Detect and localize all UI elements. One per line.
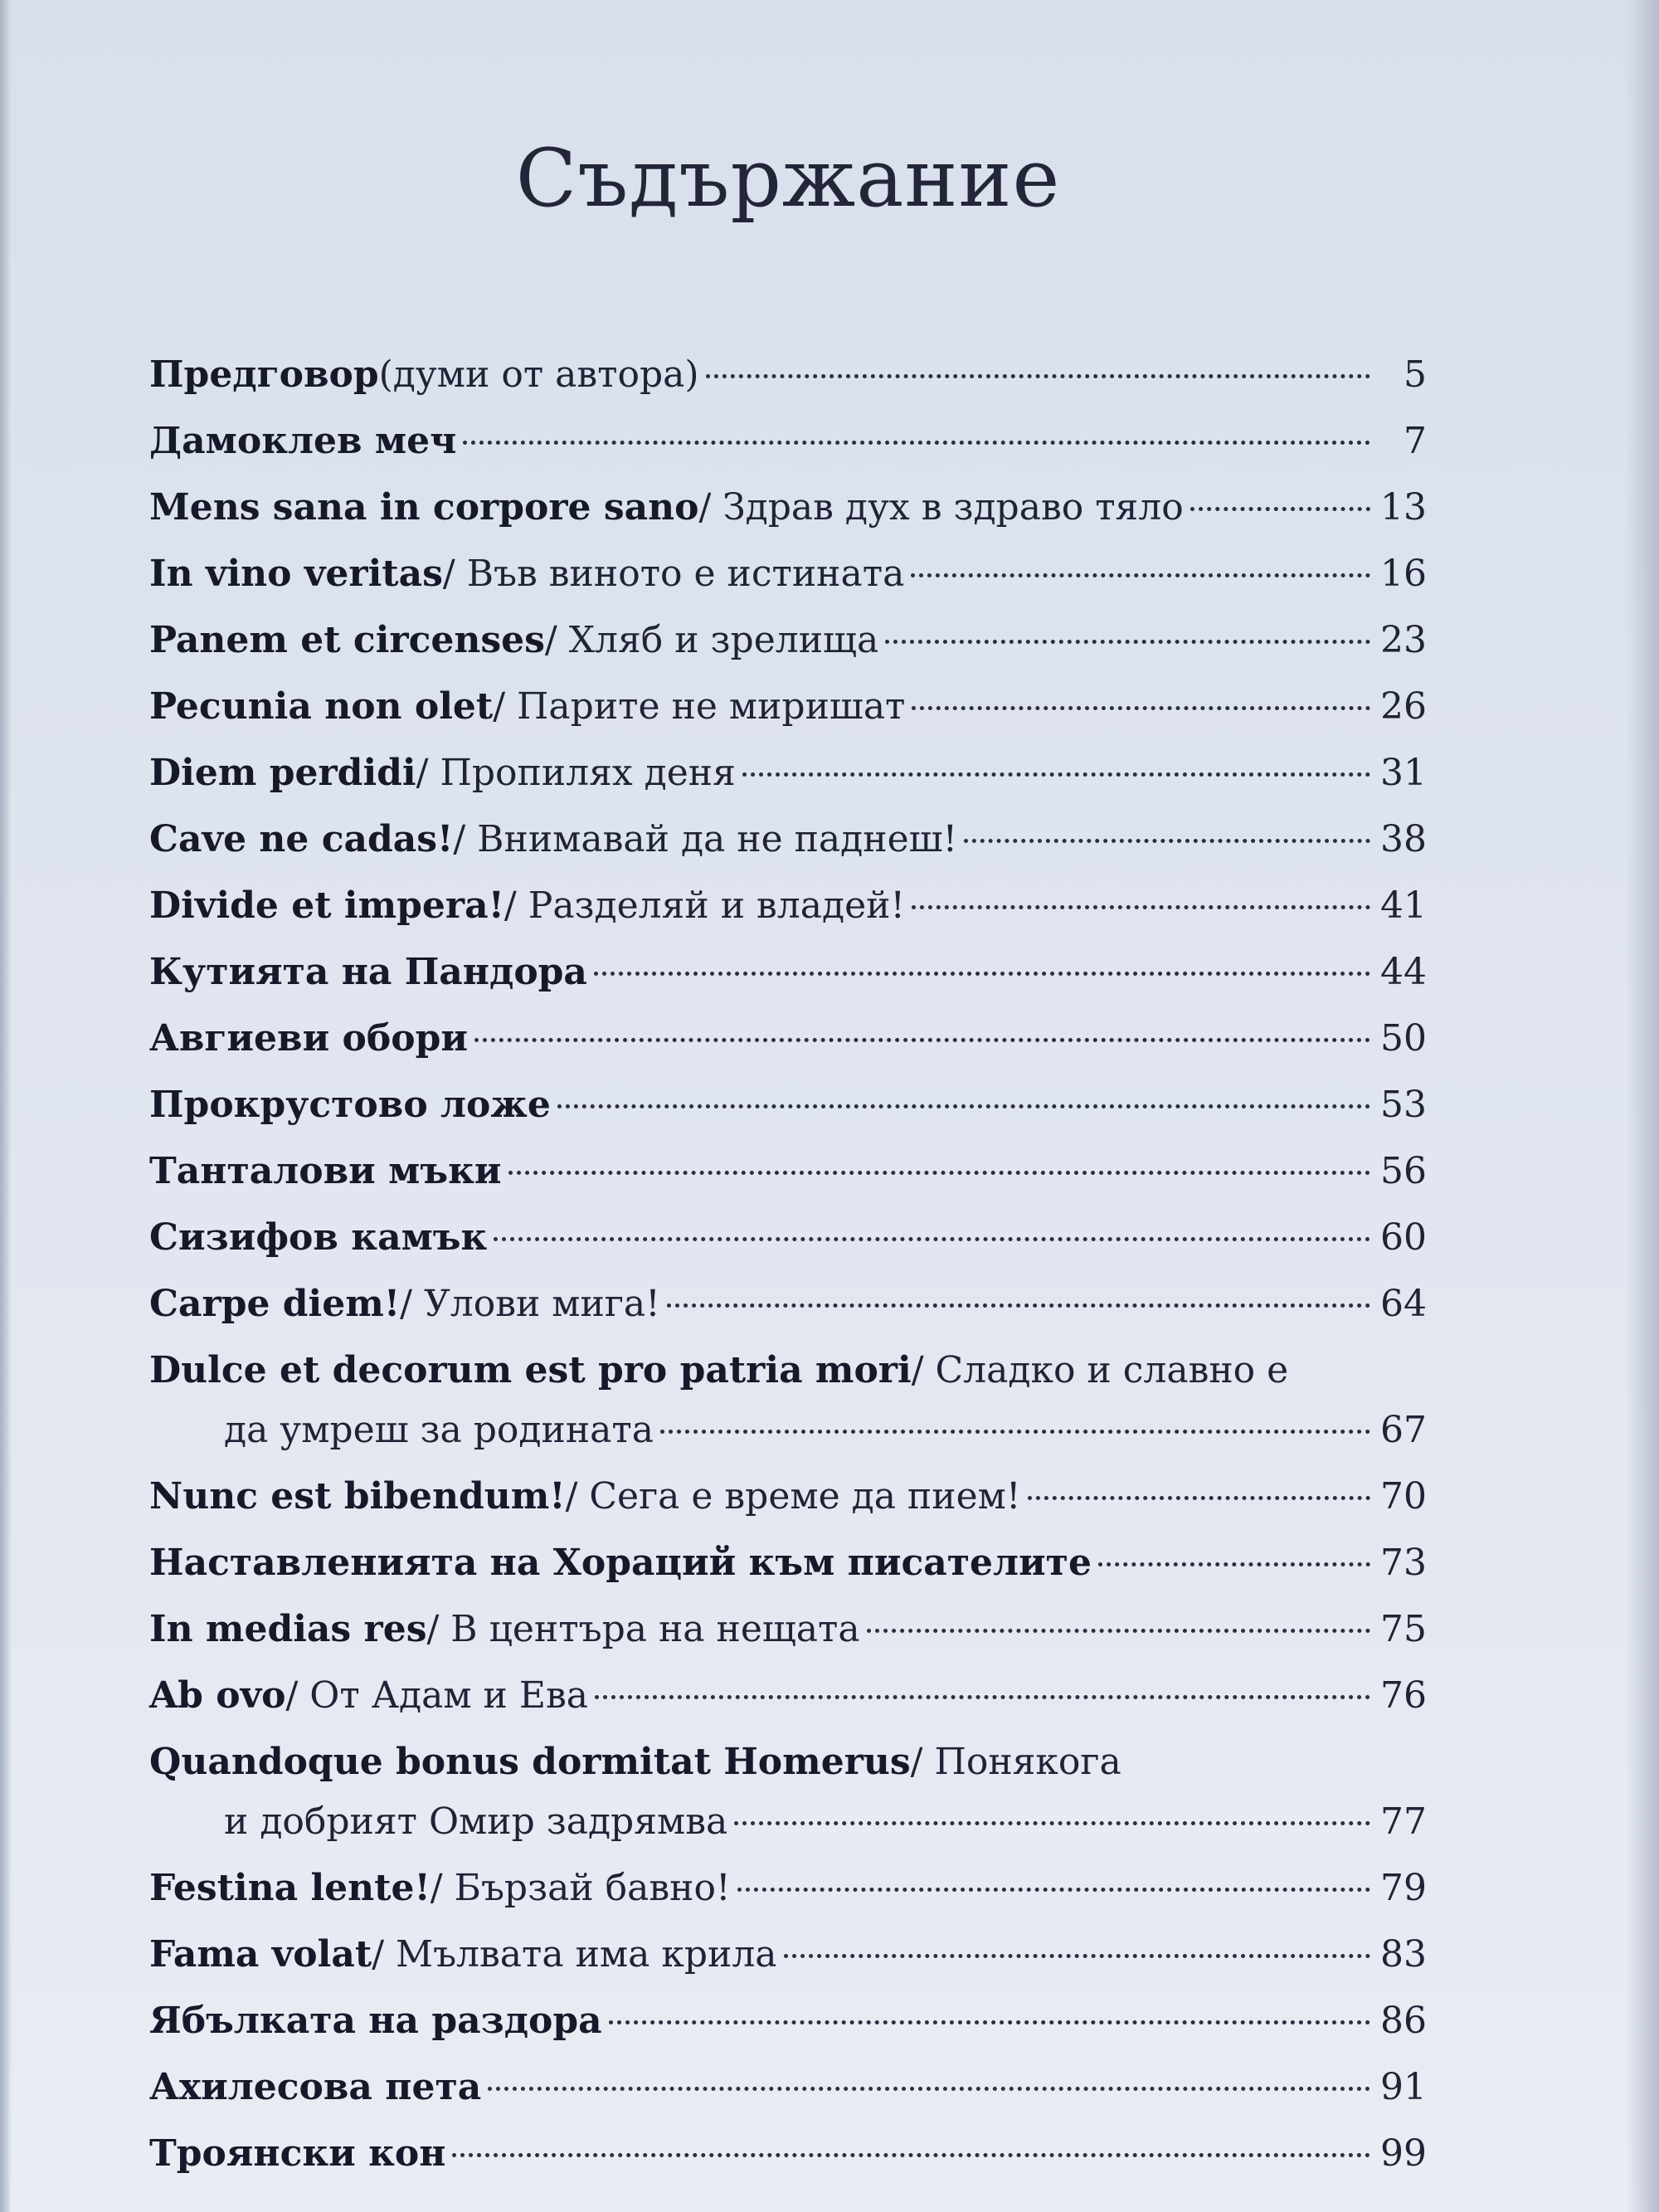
toc-entry[interactable] [149,607,1427,674]
toc-entry-title: Наставленията на Хораций към писателите [149,1542,1092,1584]
toc-entry-title: Троянски кон [149,2132,446,2175]
toc-entry[interactable] [149,1464,1427,1530]
dot-leader [734,1821,1370,1825]
toc-page-number: 75 [1380,1608,1427,1650]
toc-entry-title: Сизифов камък [149,1216,488,1259]
dot-leader [594,972,1370,976]
toc-entry[interactable] [149,1006,1427,1072]
toc-entry-title: Дамоклев меч [149,420,457,462]
toc-page-number: 91 [1380,2066,1427,2108]
toc-entry-subtitle: / Мълвата има крила [372,1933,777,1976]
toc-entry[interactable] [149,1530,1427,1596]
toc-page-number: 79 [1380,1867,1427,1909]
toc-entry[interactable] [149,2054,1427,2121]
toc-entry-subtitle: / Улови мига! [400,1283,660,1325]
toc-entry-title: Panem et circenses [149,619,545,661]
dot-leader [494,1237,1370,1241]
dot-leader [488,2087,1370,2091]
toc-page-number: 26 [1380,685,1427,728]
toc-page-number: 56 [1380,1150,1427,1192]
dot-leader [885,640,1370,644]
dot-leader [1098,1562,1370,1566]
toc-entry[interactable] [149,1397,1427,1464]
toc-entry-title: Nunc est bibendum! [149,1475,566,1518]
toc-entry-subtitle: / Сладко и славно е [911,1349,1289,1391]
toc-entry-subtitle: / Във виното е истината [442,553,905,595]
toc-entry-title: Festina lente! [149,1867,431,1909]
toc-entry-title: Carpe diem! [149,1283,401,1325]
toc-page-number: 64 [1380,1283,1427,1325]
dot-leader [463,441,1370,445]
dot-leader [911,573,1370,577]
toc-entry-title: Diem perdidi [149,752,416,794]
toc-entry[interactable] [149,1596,1427,1663]
toc-entry-subtitle: / Здрав дух в здраво тяло [698,486,1184,529]
toc-entry-title: Fama volat [149,1933,372,1976]
page-title: Съдържание [515,132,1061,226]
toc-entry-title: Divide et impera! [149,884,504,927]
page-right-edge [1626,0,1659,2212]
toc-page-number: 7 [1404,420,1427,462]
toc-page-number: 38 [1380,818,1427,860]
toc-entry-subtitle: / Пропилях деня [416,752,736,794]
toc-entry-subtitle: / Сега е време да пием! [565,1475,1021,1518]
toc-entry-title: Dulce et decorum est pro patria mori [149,1349,912,1391]
toc-entry-heading [149,1729,1427,1789]
toc-entry-subtitle: (думи от автора) [378,353,699,396]
toc-entry-continuation: да умреш за родината [224,1409,654,1451]
toc-entry[interactable] [149,1922,1427,1988]
toc-page-number: 53 [1380,1084,1427,1126]
toc-page-number: 67 [1380,1409,1427,1451]
toc-entry[interactable] [149,1855,1427,1922]
dot-leader [706,374,1370,378]
toc-entry[interactable] [149,806,1427,873]
dot-leader [867,1629,1370,1633]
dot-leader [474,1038,1370,1042]
dot-leader [912,905,1370,909]
dot-leader [912,706,1370,710]
toc-page-number: 44 [1380,951,1427,993]
toc-entry[interactable] [149,475,1427,541]
dot-leader [1028,1496,1370,1500]
toc-entry[interactable] [149,740,1427,806]
toc-entry[interactable] [149,1663,1427,1729]
toc-entry-title: In vino veritas [149,553,443,595]
dot-leader [1190,507,1370,511]
toc-entry-title: Mens sana in corpore sano [149,486,699,529]
dot-leader [557,1104,1370,1108]
toc-entry[interactable] [149,1988,1427,2054]
toc-page-number: 86 [1380,2000,1427,2042]
dot-leader [784,1954,1370,1958]
toc-entry[interactable] [149,873,1427,939]
dot-leader [737,1888,1370,1892]
toc-entry[interactable] [149,408,1427,475]
toc-entry-title: Ab ovo [149,1674,286,1717]
dot-leader [595,1695,1370,1699]
toc-entry-subtitle: / Внимавай да не паднеш! [453,818,958,860]
toc-entry-title: Предговор [149,353,379,396]
toc-page-number: 60 [1380,1216,1427,1259]
toc-entry-title: In medias res [149,1608,427,1650]
dot-leader [609,2020,1370,2024]
dot-leader [667,1303,1370,1308]
toc-entry-title: Ахилесова пета [149,2066,482,2108]
page-left-edge [0,0,12,2212]
dot-leader [742,772,1370,777]
toc-entry[interactable] [149,1072,1427,1138]
toc-page-number: 99 [1380,2132,1427,2175]
toc-entry-title: Cave ne cadas! [149,818,454,860]
toc-entry-subtitle: / Бързай бавно! [430,1867,731,1909]
toc-page-number: 70 [1380,1475,1427,1518]
toc-entry-subtitle: / Парите не миришат [493,685,906,728]
toc-entry-heading [149,1337,1427,1397]
toc-entry-subtitle: / Понякога [910,1741,1121,1783]
toc-page-number: 73 [1380,1542,1427,1584]
toc-page-number: 5 [1404,353,1427,396]
toc-entry-continuation: и добрият Омир задрямва [224,1800,728,1843]
toc-entry-title: Танталови мъки [149,1150,502,1192]
toc-entry-subtitle: / От Адам и Ева [285,1674,588,1717]
table-of-contents [149,342,1427,2187]
toc-page-number: 41 [1380,884,1427,927]
toc-page-number: 23 [1380,619,1427,661]
dot-leader [508,1171,1370,1175]
toc-entry[interactable] [149,674,1427,740]
toc-entry-subtitle: / Хляб и зрелища [544,619,879,661]
toc-page-number: 50 [1380,1017,1427,1060]
toc-entry-title: Pecunia non olet [149,685,494,728]
toc-entry[interactable] [149,1205,1427,1271]
dot-leader [964,839,1370,843]
toc-page-number: 83 [1380,1933,1427,1976]
toc-page-number: 77 [1380,1800,1427,1843]
toc-entry[interactable] [149,1138,1427,1205]
toc-page-number: 31 [1380,752,1427,794]
toc-entry[interactable] [149,342,1427,408]
dot-leader [660,1430,1370,1434]
toc-entry[interactable] [149,1271,1427,1337]
toc-entry-subtitle: / Разделяй и владей! [504,884,906,927]
toc-entry-title: Ябълката на раздора [149,2000,602,2042]
dot-leader [452,2153,1370,2157]
toc-entry-title: Авгиеви обори [149,1017,468,1060]
toc-entry-title: Quandoque bonus dormitat Homerus [149,1741,911,1783]
toc-page-number: 76 [1380,1674,1427,1717]
toc-entry[interactable] [149,2121,1427,2187]
toc-entry-subtitle: / В центъра на нещата [426,1608,860,1650]
toc-entry-title: Прокрустово ложе [149,1084,551,1126]
toc-entry-title: Кутията на Пандора [149,951,587,993]
toc-page-number: 13 [1380,486,1427,529]
toc-page-number: 16 [1380,553,1427,595]
toc-entry[interactable] [149,1789,1427,1855]
toc-entry[interactable] [149,939,1427,1006]
toc-entry[interactable] [149,541,1427,607]
